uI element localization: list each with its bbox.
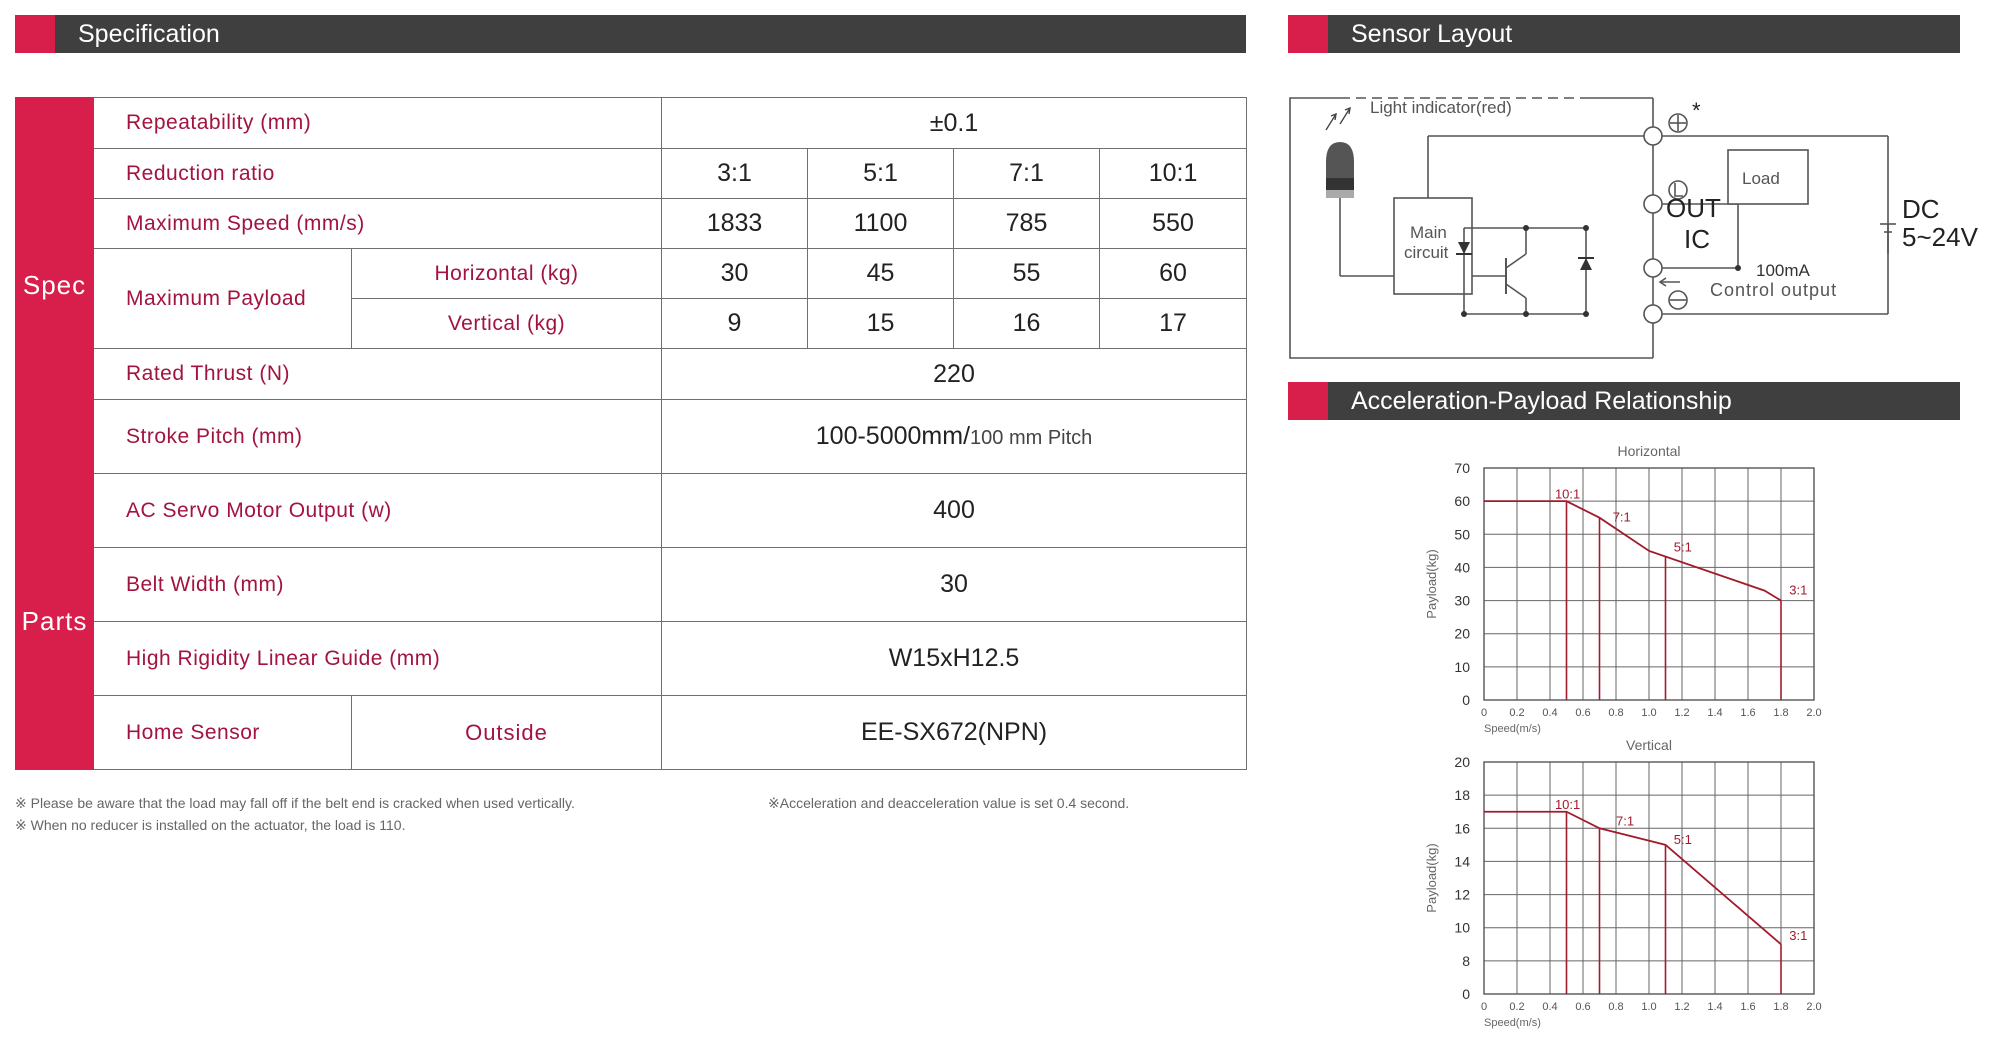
reduction-ratio-label: Reduction ratio — [94, 149, 662, 199]
ratio-annotation: 10:1 — [1554, 797, 1581, 813]
footnote-reducer: ※ When no reducer is installed on the actuator, the load is 110. — [15, 817, 406, 833]
ratio-annotation: 3:1 — [1789, 928, 1808, 943]
sensor-wiring-diagram — [1288, 90, 2000, 366]
max-speed-value: 550 — [1100, 199, 1247, 249]
x-tick-label: 0.2 — [1509, 1001, 1525, 1013]
x-tick-label: 1.2 — [1674, 1001, 1690, 1013]
rated-thrust-value: 220 — [662, 349, 1247, 400]
ratio-annotation: 7:1 — [1612, 509, 1631, 525]
x-tick-label: 0.4 — [1542, 1001, 1558, 1013]
max-speed-label: Maximum Speed (mm/s) — [94, 199, 662, 249]
x-tick-label: 1.0 — [1641, 1001, 1657, 1013]
x-tick-label: 1.8 — [1773, 707, 1789, 719]
asterisk-label: * — [1692, 98, 1701, 123]
category-spec: Spec — [16, 98, 94, 474]
stroke-pitch-main: 100-5000mm/ — [815, 422, 971, 450]
horizontal-payload-value: 55 — [954, 249, 1100, 299]
y-tick-label: 60 — [1454, 493, 1470, 510]
x-tick-label: 0.8 — [1608, 707, 1624, 719]
vertical-payload-chart — [1420, 734, 1840, 1029]
dc-label: DC — [1902, 194, 1940, 224]
x-tick-label: 0 — [1480, 707, 1488, 719]
linear-guide-value: W15xH12.5 — [662, 622, 1247, 696]
x-tick-label: 0.6 — [1575, 1001, 1591, 1013]
x-tick-label: 1.2 — [1674, 707, 1690, 719]
reduction-ratio-value: 7:1 — [954, 149, 1100, 199]
y-tick-label: 10 — [1454, 919, 1470, 936]
y-tick-label: 0 — [1462, 692, 1470, 708]
ic-label: IC — [1684, 224, 1710, 254]
ratio-annotation: 7:1 — [1616, 813, 1635, 829]
stroke-pitch-label: Stroke Pitch (mm) — [94, 400, 662, 474]
x-tick-label: 1.6 — [1740, 1001, 1756, 1013]
horizontal-payload-value: 45 — [808, 249, 954, 299]
servo-output-label: AC Servo Motor Output (w) — [94, 474, 662, 548]
home-sensor-label: Home Sensor — [94, 696, 352, 770]
header-accent — [15, 15, 55, 53]
main-circuit-label-2: circuit — [1404, 243, 1449, 262]
y-axis-label: Payload(kg) — [1424, 843, 1439, 913]
ratio-annotation: 5:1 — [1673, 539, 1692, 555]
home-sensor-position: Outside — [352, 696, 662, 770]
x-tick-label: 1.8 — [1773, 1001, 1789, 1013]
rated-thrust-label: Rated Thrust (N) — [94, 349, 662, 400]
terminal-out — [1644, 259, 1662, 277]
horizontal-payload-value: 30 — [662, 249, 808, 299]
stroke-pitch-value — [662, 400, 1247, 474]
y-tick-label: 20 — [1454, 625, 1470, 642]
x-tick-label: 2.0 — [1806, 1001, 1822, 1013]
x-tick-label: 1.4 — [1707, 1001, 1723, 1013]
x-tick-label: 0.6 — [1575, 707, 1591, 719]
reduction-ratio-value: 3:1 — [662, 149, 808, 199]
terminal-load — [1644, 195, 1662, 213]
header-accent — [1288, 382, 1328, 420]
horizontal-payload-chart — [1420, 440, 1840, 735]
x-tick-label: 1.4 — [1707, 707, 1723, 719]
max-payload-label: Maximum Payload — [94, 249, 352, 349]
vertical-payload-value: 15 — [808, 299, 954, 349]
y-tick-label: 14 — [1454, 853, 1470, 870]
light-indicator-label: Light indicator(red) — [1370, 98, 1512, 117]
current-label: 100mA — [1756, 261, 1810, 280]
y-tick-label: 8 — [1462, 952, 1470, 969]
ratio-annotation: 3:1 — [1789, 582, 1808, 598]
category-parts: Parts — [16, 474, 94, 770]
vertical-payload-value: 16 — [954, 299, 1100, 349]
x-tick-label: 1.0 — [1641, 707, 1657, 719]
accel-payload-title: Acceleration-Payload Relationship — [1351, 387, 1732, 415]
belt-width-value: 30 — [662, 548, 1247, 622]
specification-table — [15, 97, 1247, 770]
light-rays-icon — [1326, 108, 1350, 130]
y-tick-label: 40 — [1454, 559, 1470, 576]
y-tick-label: 10 — [1454, 658, 1470, 675]
y-tick-label: 20 — [1454, 754, 1470, 770]
x-tick-label: 2.0 — [1806, 707, 1822, 719]
y-axis-label: Payload(kg) — [1424, 549, 1439, 619]
chart-title: Horizontal — [1617, 443, 1681, 459]
y-tick-label: 30 — [1454, 592, 1470, 609]
servo-output-value: 400 — [662, 474, 1247, 548]
ratio-annotation: 5:1 — [1673, 831, 1692, 847]
stroke-pitch-small: 100 mm Pitch — [970, 427, 1093, 449]
main-circuit-label-1: Main — [1410, 223, 1447, 242]
x-axis-label: Speed(m/s) — [1484, 723, 1541, 735]
x-tick-label: 1.6 — [1740, 707, 1756, 719]
vertical-payload-value: 9 — [662, 299, 808, 349]
x-axis-label: Speed(m/s) — [1484, 1017, 1541, 1029]
transistor-collector-leg — [1506, 254, 1526, 268]
sensor-layout-title: Sensor Layout — [1351, 20, 1513, 48]
vertical-payload-label: Vertical (kg) — [352, 299, 662, 349]
belt-width-label: Belt Width (mm) — [94, 548, 662, 622]
y-tick-label: 0 — [1462, 986, 1470, 1002]
voltage-label: 5~24V — [1902, 222, 1978, 252]
sensor-layout-header — [1288, 15, 1960, 53]
x-tick-label: 0.2 — [1509, 707, 1525, 719]
out-label: OUT — [1666, 193, 1721, 223]
horizontal-payload-value: 60 — [1100, 249, 1247, 299]
zener-diode-icon — [1580, 258, 1592, 270]
x-tick-label: 0.8 — [1608, 1001, 1624, 1013]
reduction-ratio-value: 5:1 — [808, 149, 954, 199]
specification-title: Specification — [78, 20, 220, 48]
repeatability-value: ±0.1 — [662, 98, 1247, 149]
ratio-annotation: 10:1 — [1554, 486, 1581, 502]
header-accent — [1288, 15, 1328, 53]
home-sensor-value: EE-SX672(NPN) — [662, 696, 1247, 770]
y-tick-label: 70 — [1454, 460, 1470, 476]
max-speed-value: 1100 — [808, 199, 954, 249]
vertical-payload-value: 17 — [1100, 299, 1247, 349]
horizontal-payload-label: Horizontal (kg) — [352, 249, 662, 299]
led-indicator-icon — [1326, 142, 1354, 178]
chart-title: Vertical — [1626, 737, 1672, 753]
max-speed-value: 785 — [954, 199, 1100, 249]
diode-icon — [1458, 242, 1470, 254]
repeatability-label: Repeatability (mm) — [94, 98, 662, 149]
y-tick-label: 18 — [1454, 787, 1470, 804]
linear-guide-label: High Rigidity Linear Guide (mm) — [94, 622, 662, 696]
footnote-acceleration: ※Acceleration and deacceleration value is set 0.4 second. — [768, 795, 1130, 811]
y-tick-label: 12 — [1454, 886, 1470, 903]
reduction-ratio-value: 10:1 — [1100, 149, 1247, 199]
payload-series-line — [1484, 812, 1781, 945]
accel-payload-header — [1288, 382, 1960, 420]
specification-header — [15, 15, 1246, 53]
y-tick-label: 50 — [1454, 526, 1470, 543]
footnote-belt: ※ Please be aware that the load may fall off if the belt end is cracked when used vertically. — [15, 795, 575, 811]
y-tick-label: 16 — [1454, 820, 1470, 837]
terminal-minus — [1644, 305, 1662, 323]
payload-series-line — [1484, 501, 1781, 600]
x-tick-label: 0.4 — [1542, 707, 1558, 719]
max-speed-value: 1833 — [662, 199, 808, 249]
control-output-label: Control output — [1710, 280, 1838, 300]
terminal-plus — [1644, 127, 1662, 145]
load-label: Load — [1742, 169, 1780, 188]
transistor-emitter-leg — [1506, 284, 1526, 298]
x-tick-label: 0 — [1480, 1001, 1488, 1013]
